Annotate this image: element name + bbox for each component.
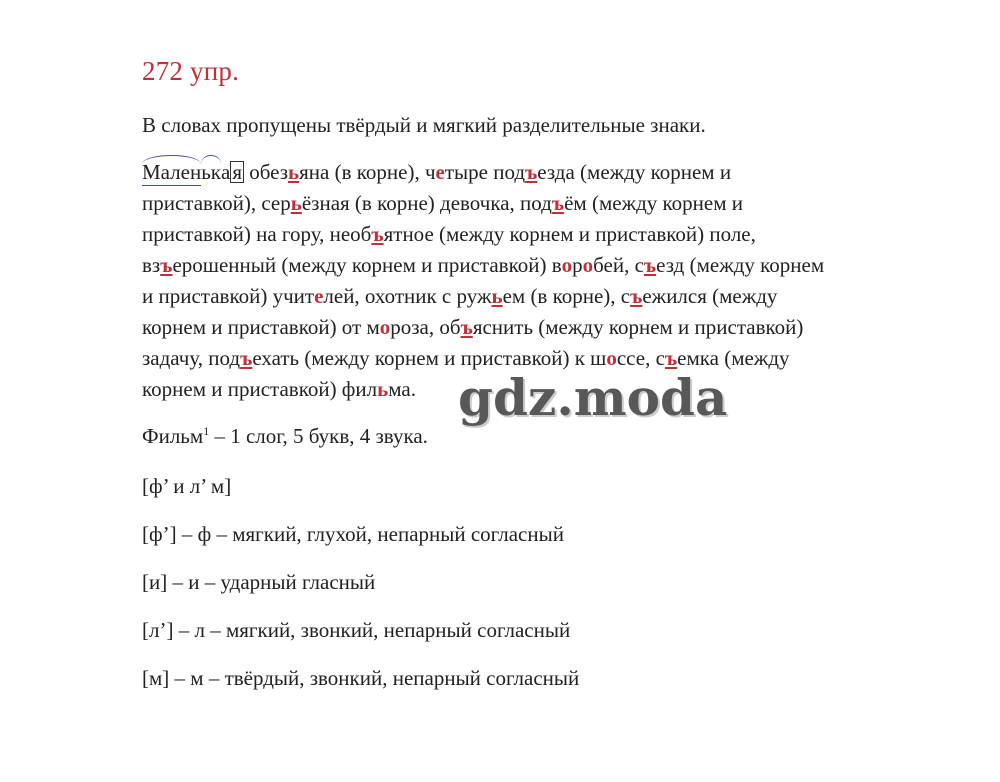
answer-line-rest: [244, 160, 731, 184]
separator-letter: ь: [491, 284, 503, 308]
answer-line: [142, 281, 932, 312]
highlighted-letter: ь: [377, 377, 389, 401]
separator-letter: ъ: [160, 253, 173, 277]
text-segment: тыре под: [444, 160, 526, 184]
text-segment: езд (между корнем: [656, 253, 825, 277]
highlighted-letter: е: [435, 160, 445, 184]
exercise-intro: В словах пропущены твёрдый и мягкий разделительные знаки.: [142, 113, 706, 137]
text-segment: ем (в корне), с: [502, 284, 631, 308]
text-segment: езда (между корнем и: [537, 160, 732, 184]
separator-letter: ъ: [630, 284, 643, 308]
text-segment: ём (между корнем и: [564, 191, 743, 215]
text-segment: вз: [142, 253, 161, 277]
morpheme-tail: а: [221, 160, 231, 184]
text-segment: ссе, с: [616, 346, 665, 370]
text-segment: ерошенный (между корнем и приставкой) в: [172, 253, 562, 277]
highlighted-letter: о: [582, 253, 594, 277]
text-segment: лей, охотник с руж: [323, 284, 492, 308]
separator-letter: ь: [288, 160, 300, 184]
sound-row: [м] – м – твёрдый, звонкий, непарный согласный: [142, 666, 580, 690]
text-segment: бей, с: [593, 253, 644, 277]
text-segment: ехать (между корнем и приставкой) к ш: [252, 346, 607, 370]
highlighted-letter: е: [314, 284, 324, 308]
answer-line: [142, 312, 932, 343]
sound-row: [и] – и – ударный гласный: [142, 570, 376, 594]
separator-letter: ъ: [240, 346, 253, 370]
text-segment: ятное (между корнем и приставкой) поле,: [383, 222, 756, 246]
text-segment: ежился (между: [642, 284, 778, 308]
text-segment: корнем и приставкой) от м: [142, 315, 380, 339]
text-segment: яна (в корне), ч: [299, 160, 436, 184]
separator-letter: ъ: [643, 253, 657, 277]
highlighted-letter: о: [606, 346, 617, 370]
text-segment: обез: [244, 160, 289, 184]
separator-letter: ъ: [525, 160, 538, 184]
text-segment: корнем и приставкой) фил: [142, 377, 378, 401]
highlighted-letter: о: [379, 315, 391, 339]
morpheme-ending: я: [232, 160, 242, 184]
text-segment: ёзная (в корне) девочка, под: [301, 191, 552, 215]
phonetic-transcription: [ф’ и л’ м]: [142, 474, 232, 498]
answer-line: [142, 188, 932, 219]
watermark: gdz.moda: [458, 368, 728, 427]
text-segment: роза, об: [390, 315, 461, 339]
text-segment: приставкой) на гору, необ: [142, 222, 372, 246]
answer-line: [142, 250, 932, 281]
suffix-arc: [201, 155, 221, 164]
separator-letter: ъ: [371, 222, 384, 246]
answer-line: [142, 219, 932, 250]
separator-letter: ъ: [460, 315, 473, 339]
text-segment: емка (между: [677, 346, 790, 370]
text-segment: задачу, под: [142, 346, 241, 370]
highlighted-letter: о: [561, 253, 573, 277]
sound-row: [ф’] – ф – мягкий, глухой, непарный согласный: [142, 522, 564, 546]
root-arc: [142, 155, 201, 164]
text-segment: ма.: [388, 377, 416, 401]
answer-line: [142, 157, 932, 188]
text-segment: яснить (между корнем и приставкой): [472, 315, 804, 339]
exercise-title: 272 упр.: [142, 56, 240, 86]
morpheme-suffix: ьк: [201, 157, 221, 188]
text-segment: р: [572, 253, 583, 277]
text-segment: и приставкой) учит: [142, 284, 315, 308]
sound-row: [л’] – л – мягкий, звонкий, непарный согласный: [142, 618, 571, 642]
separator-letter: ъ: [551, 191, 565, 215]
phonetic-summary: Фильм$^1$ – 1 слог, 5 букв, 4 звука.: [142, 424, 428, 448]
text-segment: приставкой), сер: [142, 191, 291, 215]
morpheme-root: Мален: [142, 157, 201, 188]
separator-letter: ъ: [664, 346, 678, 370]
separator-letter: ь: [290, 191, 302, 215]
